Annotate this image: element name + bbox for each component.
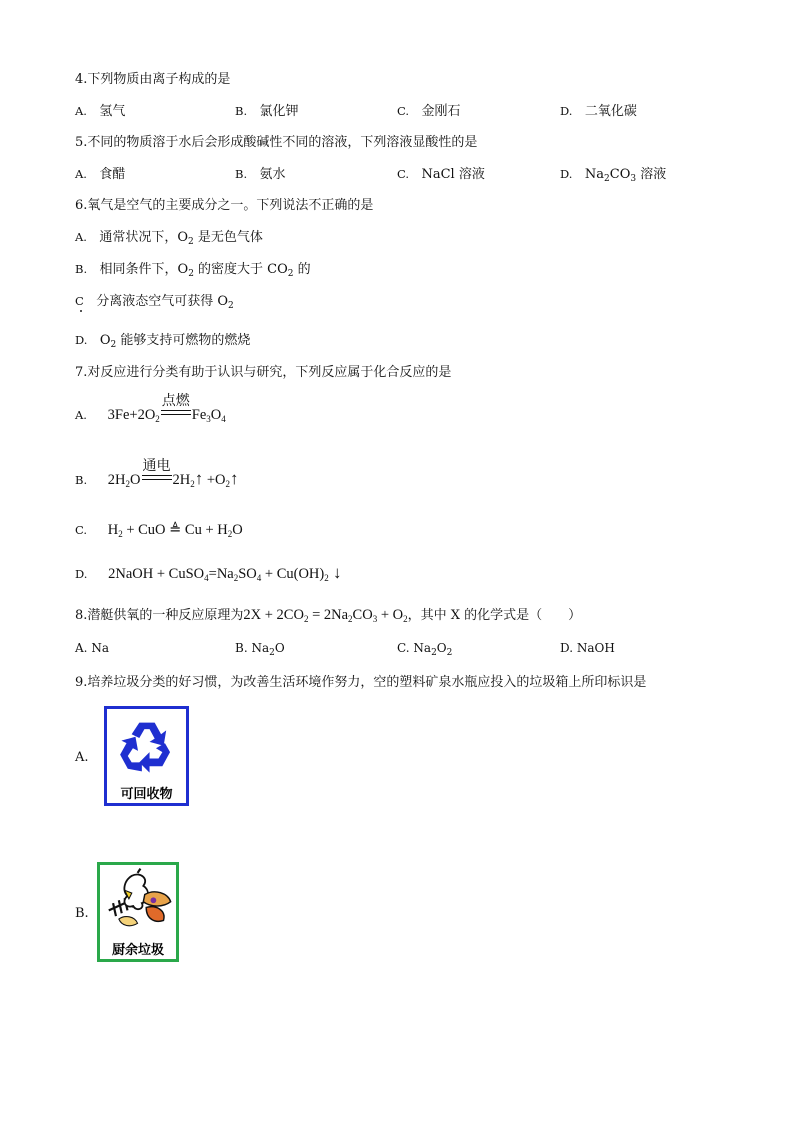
q7b-condition: 通电 [142,472,172,489]
q7-option-d: D. 2NaOH + $CuSO_4=Na_2SO_4 + Cu(OH)_2$ ↓ [75,563,342,583]
question-6-stem: 6.氧气是空气的主要成分之一。下列说法不正确的是 [75,198,374,213]
q6-option-b: B. 相同条件下，$O_2$ 的密度大于 $CO_2$ 的 [75,262,311,279]
q7b-equation: $2H_2O$ 通电 $2H_2↑$ $+O_2↑$ [107,459,239,489]
recycle-icon [115,715,179,779]
q8-option-a: A. Na [75,641,109,655]
q8-option-b: B. $Na_2O$ [235,641,285,658]
q8-option-c: C. $Na_2O_2$ [397,641,453,658]
q4-option-c: C. 金刚石 [397,104,461,119]
q5-option-a: A. 食醋 [75,167,126,182]
question-8-stem: 8.潜艇供氧的一种反应原理为$2X + 2CO_2 = 2Na_2CO_3 + O_2$，其中 X 的化学式是（ ） [75,607,582,624]
kitchen-waste-sign [97,862,179,962]
q5-option-c: C. NaCl 溶液 [397,167,485,182]
q5-option-b: B. 氨水 [235,167,286,182]
q4-option-b: B. 氯化钾 [235,104,299,119]
q7c-equation: $H_2$ + CuO ≜ $Cu + H_2O$ [107,522,243,539]
q8-option-d: D. NaOH [560,641,615,655]
question-9-stem: 9.培养垃圾分类的好习惯，为改善生活环境作努力，空的塑料矿泉水瓶应投入的垃圾箱上所印标识是 [75,675,647,690]
q9-option-b-letter: B. [75,906,89,921]
q7a-condition: 点燃 [161,407,191,424]
food-waste-icon [103,867,175,935]
q7-option-b: B. $2H_2O$ 通电 $2H_2↑$ $+O_2↑$ [75,459,239,489]
q6-option-c: C 分离液态空气可获得 $O_2$ [75,294,234,311]
kitchen-waste-sign-label: 厨余垃圾 [111,943,164,958]
recycle-sign-label: 可回收物 [120,787,173,802]
q7-option-a: A. $3Fe+2O_2$ 点燃 $Fe_3O_4$ [75,394,226,424]
q5-option-d: D. $Na_2CO_3$ 溶液 [560,167,667,184]
question-7-stem: 7.对反应进行分类有助于认识与研究，下列反应属于化合反应的是 [75,365,452,380]
recycle-sign [104,706,189,806]
q9-option-a-letter: A. [75,750,89,765]
q4-option-a: A. 氢气 [75,104,126,119]
q7d-equation: 2NaOH + $CuSO_4=Na_2SO_4 + Cu(OH)_2$ ↓ [108,563,342,583]
stray-dot [80,310,82,312]
q7a-equation: $3Fe+2O_2$ 点燃 $Fe_3O_4$ [107,394,226,424]
question-5-stem: 5.不同的物质溶于水后会形成酸碱性不同的溶液，下列溶液显酸性的是 [75,135,478,150]
q6-option-a: A. 通常状况下，$O_2$ 是无色气体 [75,230,263,247]
q7-option-c: C. $H_2$ + CuO ≜ $Cu + H_2O$ [75,522,243,539]
question-4-stem: 4.下列物质由离子构成的是 [75,72,231,87]
q8-equation: $2X + 2CO_2 = 2Na_2CO_3 + O_2$ [243,607,408,624]
q4-option-d: D. 二氧化碳 [560,104,637,119]
q6-option-d: D. $O_2$ 能够支持可燃物的燃烧 [75,333,251,350]
